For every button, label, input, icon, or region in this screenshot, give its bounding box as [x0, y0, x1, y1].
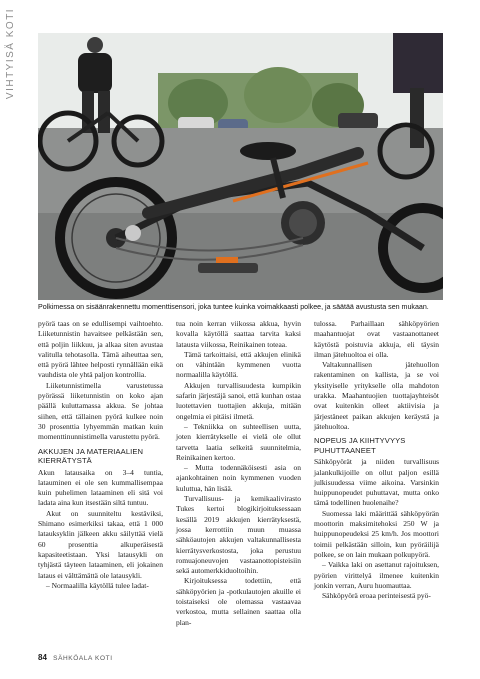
paragraph: Suomessa laki määrittää sähköpyörän moottorin maksimitehoksi 250 W ja huippunopeudeksi 25 km/h. Jos moottori toimii pelkästään silloin, kun pyöräilijä polkee, se on lain mukaan polkupyörä.	[314, 508, 439, 559]
paragraph: Tämä tarkoittaisi, että akkujen elinikä on vähintään kymmenen vuotta normaalilla käytöllä.	[176, 349, 301, 380]
paragraph: – Vaikka laki on asettanut rajoituksen, pyörien virittelyä ilmenee kuitenkin jonkin verran, Auru huomauttaa.	[314, 560, 439, 590]
article-photo	[38, 33, 443, 300]
paragraph: tua noin kerran viikossa akkua, hyvin kovalla käytöllä saattaa tarvita kaksi latausta viikossa, Reinikainen toteaa.	[176, 319, 301, 349]
paragraph: Liiketunnistimella varustetussa pyörässä liiketunnistin on koko ajan päällä kuluttamassa akkua. Se johtaa siihen, että tällainen pyörä kulkee noin 30 prosenttia lyhyemmän matkan kuin momenttinunnistimella varustettu pyörä.	[38, 380, 163, 442]
section-label	[2, 8, 20, 98]
paragraph: Kirjoituksessa todettiin, että sähköpyörien ja -potkulautojen akuille ei toistaiseksi ole olemassa vastaavaa verkostoa, mutta sellainen saattaa olla plan-	[176, 576, 301, 627]
paragraph: Sähköpyörä eroaa perinteisestä pyö-	[322, 591, 431, 601]
paragraph: Akun latausaika on 3–4 tuntia, latauminen ei ole sen kummallisempaa kuin puhelimen lataaminen eli sitä voi ladata aina kun itsestään siltä tuntuu.	[38, 467, 163, 508]
paragraph: – Normaalilla käytöllä tulee ladat-	[46, 580, 149, 590]
paragraph: Akkujen turvallisuudesta kumpikin safarin järjestäjä sanoi, että kunhan ostaa luotettavien tuottajien akkuja, mitään ongelmia ei pitäisi ilmetä.	[176, 380, 301, 421]
paragraph: tulossa. Parhaillaan sähköpyörien maahantuojat ovat vastaanottaneet käytöstä poistuvia akkuja, eli täysin ilman jätehuoltoa ei olla.	[314, 319, 439, 359]
page-footer	[38, 653, 113, 662]
paragraph: pyörä taas on se edullisempi vaihtoehto. Liiketunnistin havaitsee pelkästään sen, että poljin liikkuu, ja alkaa siten avustaa valitulla tehotasolla. Tämä aiheuttaa sen, että pyörä lähtee helposti rynnällään eikä vauhdista ole yhtä paljon kontrollia.	[38, 319, 163, 380]
paragraph: – Tekniikka on suhteellisen uutta, joten kierrätykselle ei vielä ole ollut tarvetta laatia selkeitä suunnitelmia, Reinikainen kertoo.	[176, 421, 301, 462]
paragraph: Sähköpyörät ja niiden turvallisuus jalankulkijoille on ollut paljon esillä julkisuudessa viime aikoina. Varsinkin huippunopeudet puhuttavat, mutta onko tämä todellinen huolenaihe?	[314, 457, 439, 508]
article-column-2	[176, 319, 301, 628]
paragraph: – Mutta todennäköisesti asia on ajankohtainen noin kymmenen vuoden kuluttua, hän lisää.	[176, 463, 301, 493]
article-column-1	[38, 319, 163, 591]
photo-caption: Polkimessa on sisäänrakennettu momenttisensori, joka tuntee kuinka voimakkaasti polkee, ja säätää avustusta sen mukaan.	[38, 303, 429, 311]
paragraph: Turvallisuus- ja kemikaalivirasto Tukes kertoi blogikirjoituksessaan kesällä 2019 akkujen kierrätyksestä, jossa kerrottiin muun muassa sähköautojen akkujen valtakunnallisesta kierrätysverkostosta, joka perustuu romuajoneuvojen vastaanottopisteisiin sekä automerkkiduoltoihin.	[176, 494, 301, 576]
article-column-3	[314, 319, 439, 601]
section-label-text: VIHTYISÄ KOTI	[5, 7, 17, 99]
magazine-name: SÄHKÖALA KOTI	[53, 655, 113, 662]
subheading: NOPEUS JA KIIHTYVYYS PUHUTTAANEET	[314, 436, 406, 455]
paragraph: Akut on suunniteltu kestäviksi, Shimano esimerkiksi takaa, että 1 000 latauksyklin jälkeen akku säilyttää vielä 60 prosenttia alkuperäisestä kapasiteetistaan. Yksi latausykli on tyhjästä täyteen lataaminen, eli jokainen lataus ei välttämättä ole latausykli.	[38, 508, 163, 580]
page-number: 84	[38, 653, 47, 662]
subheading: AKKUJEN JA MATERIAALIEN KIERRÄTYSTÄ	[38, 446, 144, 466]
paragraph: Valtakunnallisen jätehuollon rakentaminen on kallista, ja se voi yksityiselle yritykselle olla mahdoton urakka. Maahantuojien tuottajayhteisöt ovat kuitenkin olleet aktiivisia ja järjestäneet paikan akkujen keräystä ja jätehuoltoa.	[314, 360, 439, 431]
